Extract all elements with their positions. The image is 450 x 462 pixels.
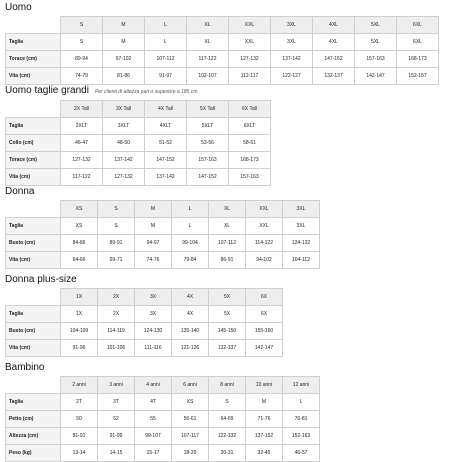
table-cell: 124-130 — [135, 323, 172, 340]
table-cell: 5XLT — [187, 118, 229, 135]
table-cell: XXL — [229, 34, 271, 51]
row-label: Petto (cm) — [6, 411, 61, 428]
row-label: Altezza (cm) — [6, 428, 61, 445]
table-cell: 6XL — [397, 34, 439, 51]
table-cell: 46-57 — [283, 445, 320, 462]
row-label: Vita (cm) — [6, 68, 61, 85]
table-cell: 111-116 — [135, 340, 172, 357]
table-cell: 147-152 — [187, 169, 229, 186]
table-cell: 168-173 — [397, 51, 439, 68]
table-cell: 142-147 — [246, 340, 283, 357]
table-cell: 3X — [135, 306, 172, 323]
table-row — [6, 340, 283, 357]
table-cell: 117-122 — [61, 169, 103, 186]
table-row — [6, 394, 320, 411]
row-label: Taglia — [6, 394, 61, 411]
section-title — [5, 362, 320, 374]
table-cell: XL — [187, 34, 229, 51]
table-cell: 79-84 — [172, 252, 209, 269]
table-cell: 132-137 — [209, 340, 246, 357]
table-cell: 137-142 — [145, 169, 187, 186]
table-cell: 117-122 — [187, 51, 229, 68]
table-cell: 155-160 — [246, 323, 283, 340]
section-title — [5, 274, 283, 286]
table-cell: S — [98, 218, 135, 235]
column-header: S — [98, 201, 135, 218]
table-row — [6, 152, 271, 169]
table-cell: 91-99 — [98, 428, 135, 445]
table-cell: 81-91 — [61, 428, 98, 445]
column-header: XS — [61, 201, 98, 218]
row-label: Busto (cm) — [6, 323, 61, 340]
header-row — [6, 201, 320, 218]
table-cell: 137-152 — [246, 428, 283, 445]
row-label: Taglia — [6, 34, 61, 51]
table-cell: 55 — [135, 411, 172, 428]
corner-cell — [6, 377, 61, 394]
table-cell: 4XL — [313, 34, 355, 51]
table-cell: M — [135, 218, 172, 235]
row-label: Vita (cm) — [6, 169, 61, 186]
row-label: Vita (cm) — [6, 252, 61, 269]
table-cell: 56-61 — [172, 411, 209, 428]
table-cell: S — [209, 394, 246, 411]
column-header: 5X — [209, 289, 246, 306]
table-cell: 142-147 — [355, 68, 397, 85]
table-row — [6, 169, 271, 186]
column-header: L — [145, 17, 187, 34]
table-cell: XXL — [246, 218, 283, 235]
column-header: 4X — [172, 289, 209, 306]
table-cell: 32-45 — [246, 445, 283, 462]
table-cell: 168-173 — [229, 152, 271, 169]
column-header: XL — [209, 201, 246, 218]
corner-cell — [6, 101, 61, 118]
column-header: 4X Tall — [145, 101, 187, 118]
table-cell: 15-17 — [135, 445, 172, 462]
column-header: XXL — [246, 201, 283, 218]
table-cell: 127-132 — [229, 51, 271, 68]
table-cell: 76-81 — [283, 411, 320, 428]
column-header: 6X Tall — [229, 101, 271, 118]
table-cell: 2XLT — [61, 118, 103, 135]
table-cell: 48-50 — [103, 135, 145, 152]
table-cell: 81-86 — [103, 68, 145, 85]
table-cell: 71-76 — [246, 411, 283, 428]
table-cell: 121-126 — [172, 340, 209, 357]
table-cell: 46-47 — [61, 135, 103, 152]
table-cell: 137-142 — [103, 152, 145, 169]
table-cell: 4T — [135, 394, 172, 411]
table-cell: 104-112 — [283, 252, 320, 269]
table-cell: 3XL — [271, 34, 313, 51]
table-cell: 124-132 — [283, 235, 320, 252]
header-row — [6, 289, 283, 306]
table-cell: 3XLT — [103, 118, 145, 135]
table-cell: 6XLT — [229, 118, 271, 135]
table-cell: 51-52 — [145, 135, 187, 152]
table-row — [6, 34, 439, 51]
corner-cell — [6, 17, 61, 34]
table-cell: 74-79 — [61, 68, 103, 85]
table-cell: 1X — [61, 306, 98, 323]
table-cell: S — [61, 34, 103, 51]
table-cell: 4X — [172, 306, 209, 323]
table-cell: 99-104 — [172, 235, 209, 252]
table-cell: 127-132 — [103, 169, 145, 186]
table-row — [6, 218, 320, 235]
table-cell: 112-117 — [229, 68, 271, 85]
row-label: Vita (cm) — [6, 340, 61, 357]
table-cell: 152-163 — [283, 428, 320, 445]
section-title — [5, 2, 439, 14]
table-cell: 91-97 — [145, 68, 187, 85]
column-header: 12 anni — [283, 377, 320, 394]
section-title-text: Uomo — [5, 2, 32, 13]
column-header: 4XL — [313, 17, 355, 34]
table-cell: 86-91 — [209, 252, 246, 269]
table-cell: 157-163 — [187, 152, 229, 169]
table-row — [6, 235, 320, 252]
table-cell: XS — [61, 218, 98, 235]
table-cell: 3T — [98, 394, 135, 411]
table-cell: 94-102 — [246, 252, 283, 269]
section-title-text: Bambino — [5, 362, 45, 373]
row-label: Busto (cm) — [6, 235, 61, 252]
table-cell: 107-112 — [145, 51, 187, 68]
table-cell: 5X — [209, 306, 246, 323]
table-cell: 114-122 — [246, 235, 283, 252]
table-cell: 104-109 — [61, 323, 98, 340]
column-header: 3 anni — [98, 377, 135, 394]
section-title — [5, 186, 320, 198]
table-cell: 157-163 — [229, 169, 271, 186]
table-row — [6, 428, 320, 445]
column-header: XXL — [229, 17, 271, 34]
column-header: 8 anni — [209, 377, 246, 394]
row-label: Collo (cm) — [6, 135, 61, 152]
table-cell: 101-106 — [98, 340, 135, 357]
table-cell: 122-132 — [209, 428, 246, 445]
column-header: XL — [187, 17, 229, 34]
column-header: 6XL — [397, 17, 439, 34]
section-title — [5, 85, 271, 98]
column-header: 3XL — [283, 201, 320, 218]
column-header: 3X — [135, 289, 172, 306]
column-header: 3XL — [271, 17, 313, 34]
header-row — [6, 17, 439, 34]
table-cell: 58-61 — [229, 135, 271, 152]
table-cell: 53-56 — [187, 135, 229, 152]
table-cell: 114-119 — [98, 323, 135, 340]
column-header: S — [61, 17, 103, 34]
table-cell: 14-15 — [98, 445, 135, 462]
column-header: 3X Tall — [103, 101, 145, 118]
section-title-text: Uomo taglie grandi — [5, 85, 89, 96]
row-label: Torace (cm) — [6, 51, 61, 68]
row-label: Torace (cm) — [6, 152, 61, 169]
table-cell: 84-86 — [61, 235, 98, 252]
row-label: Peso (kg) — [6, 445, 61, 462]
table-cell: 94-97 — [135, 235, 172, 252]
table-cell: L — [172, 218, 209, 235]
table-cell: M — [246, 394, 283, 411]
column-header: M — [103, 17, 145, 34]
table-cell: 145-150 — [209, 323, 246, 340]
table-cell: 2T — [61, 394, 98, 411]
table-cell: 89-91 — [98, 235, 135, 252]
table-cell: 102-107 — [187, 68, 229, 85]
table-cell: 137-142 — [271, 51, 313, 68]
section-uomo — [5, 2, 439, 85]
table-cell: 107-112 — [209, 235, 246, 252]
section-title-text: Donna plus-size — [5, 274, 77, 285]
column-header: 2X — [98, 289, 135, 306]
table-cell: 52 — [98, 411, 135, 428]
section-bambino — [5, 362, 320, 462]
column-header: 4 anni — [135, 377, 172, 394]
column-header: 5XL — [355, 17, 397, 34]
table-row — [6, 118, 271, 135]
table-cell: 152-157 — [397, 68, 439, 85]
row-label: Taglia — [6, 218, 61, 235]
section-donna-plus-size — [5, 274, 283, 357]
column-header: 6X — [246, 289, 283, 306]
table-row — [6, 323, 283, 340]
section-donna — [5, 186, 320, 269]
table-cell: 132-137 — [313, 68, 355, 85]
table-row — [6, 252, 320, 269]
table-cell: 18-20 — [172, 445, 209, 462]
table-cell: M — [103, 34, 145, 51]
corner-cell — [6, 201, 61, 218]
row-label: Taglia — [6, 306, 61, 323]
table-cell: 4XLT — [145, 118, 187, 135]
header-row — [6, 377, 320, 394]
table-cell: 91-96 — [61, 340, 98, 357]
table-cell: 147-152 — [145, 152, 187, 169]
table-cell: 3XL — [283, 218, 320, 235]
row-label: Taglia — [6, 118, 61, 135]
table-cell: 127-132 — [61, 152, 103, 169]
section-title-text: Donna — [5, 186, 35, 197]
size-table-donna — [5, 200, 320, 269]
table-cell: 2X — [98, 306, 135, 323]
header-row — [6, 101, 271, 118]
table-cell: L — [145, 34, 187, 51]
table-row — [6, 68, 439, 85]
table-cell: 99-107 — [135, 428, 172, 445]
table-cell: 69-71 — [98, 252, 135, 269]
corner-cell — [6, 289, 61, 306]
column-header: L — [172, 201, 209, 218]
table-cell: 107-117 — [172, 428, 209, 445]
column-header: 6 anni — [172, 377, 209, 394]
column-header: M — [135, 201, 172, 218]
size-table-donna-plus-size — [5, 288, 283, 357]
table-cell: 20-31 — [209, 445, 246, 462]
column-header: 10 anni — [246, 377, 283, 394]
table-row — [6, 445, 320, 462]
table-cell: 97-102 — [103, 51, 145, 68]
column-header: 2 anni — [61, 377, 98, 394]
table-cell: 6X — [246, 306, 283, 323]
table-cell: 64-66 — [61, 252, 98, 269]
size-table-uomo-taglie-grandi — [5, 100, 271, 186]
column-header: 1X — [61, 289, 98, 306]
table-cell: 89-94 — [61, 51, 103, 68]
table-cell: L — [283, 394, 320, 411]
table-cell: 147-152 — [313, 51, 355, 68]
table-cell: 50 — [61, 411, 98, 428]
table-cell: XS — [172, 394, 209, 411]
table-cell: 122-127 — [271, 68, 313, 85]
table-cell: 135-140 — [172, 323, 209, 340]
table-row — [6, 135, 271, 152]
column-header: 5X Tall — [187, 101, 229, 118]
table-cell: 13-14 — [61, 445, 98, 462]
table-cell: XL — [209, 218, 246, 235]
table-cell: 157-163 — [355, 51, 397, 68]
table-row — [6, 411, 320, 428]
table-row — [6, 51, 439, 68]
column-header: 2X Tall — [61, 101, 103, 118]
size-table-bambino — [5, 376, 320, 462]
table-cell: 5XL — [355, 34, 397, 51]
table-cell: 64-69 — [209, 411, 246, 428]
section-note: Per clienti di altezza pari o superiore a 185 cm — [94, 89, 198, 95]
table-row — [6, 306, 283, 323]
size-table-uomo — [5, 16, 439, 85]
table-cell: 74-76 — [135, 252, 172, 269]
section-uomo-taglie-grandi — [5, 85, 271, 186]
